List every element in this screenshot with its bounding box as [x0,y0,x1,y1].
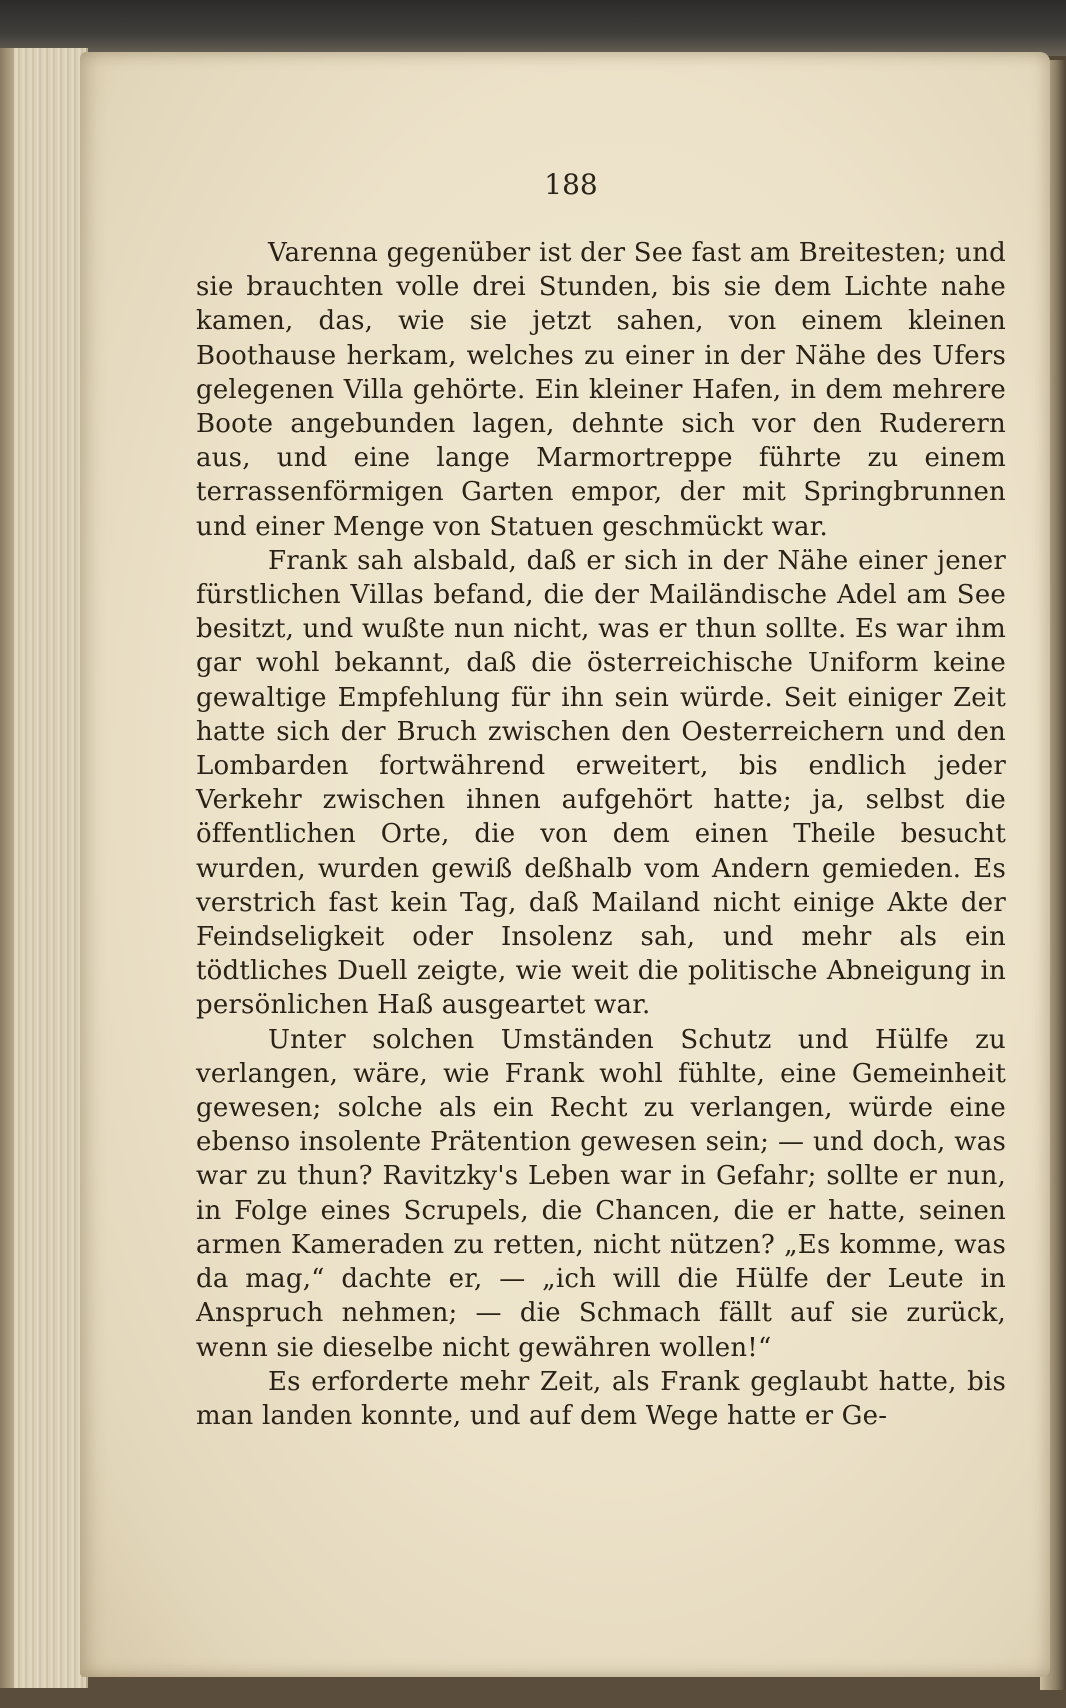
paragraph-4: Es erforderte mehr Zeit, als Frank geglaubt hatte, bis man landen konnte, und auf dem Wege hatte er Ge- [196,1366,1006,1431]
paragraph-1: Varenna gegenüber ist der See fast am Breitesten; und sie brauchten volle drei Stunden, bis sie dem Lichte nahe kamen, das, wie sie jetzt sahen, von einem kleinen Boothause herkam, welches zu einer in der Nähe des Ufers gelegenen Villa gehörte. Ein kleiner Hafen, in dem mehrere Boote angebunden lagen, dehnte sich vor den Ruderern aus, und eine lange Marmortreppe führte zu einem terrassenförmigen Garten empor, der mit Springbrunnen und einer Menge von Statuen geschmückt war. [196,238,1006,542]
body-text [196,236,1006,1433]
paragraph-2: Frank sah alsbald, daß er sich in der Nähe einer jener fürstlichen Villas befand, die der Mailändische Adel am See besitzt, und wußte nun nicht, was er thun sollte. Es war ihm gar wohl bekannt, daß die österreichische Uniform keine gewaltige Empfehlung für ihn sein würde. Seit einiger Zeit hatte sich der Bruch zwischen den Oesterreichern und den Lombarden fortwährend erweitert, bis endlich jeder Verkehr zwischen ihnen aufgehört hatte; ja, selbst die öffentlichen Orte, die von dem einen Theile besucht wurden, wurden gewiß deßhalb vom Andern gemieden. Es verstrich fast kein Tag, daß Mailand nicht einige Akte der Feindseligkeit oder Insolenz sah, und mehr als ein tödtliches Duell zeigte, wie weit die politische Abneigung in persönlichen Haß ausgeartet war. [196,545,1006,1021]
paragraph-3: Unter solchen Umständen Schutz und Hülfe zu verlangen, wäre, wie Frank wohl fühlte, eine Gemeinheit gewesen; solche als ein Recht zu verlangen, würde eine ebenso insolente Prätention gewesen sein; — und doch, was war zu thun? Ravitzky's Leben war in Gefahr; sollte er nun, in Folge eines Scrupels, die Chancen, die er hatte, seinen armen Kameraden zu retten, nicht nützen? „Es komme, was da mag,“ dachte er, — „ich will die Hülfe der Leute in Anspruch nehmen; — die Schmach fällt auf sie zurück, wenn sie dieselbe nicht gewähren wollen!“ [196,1024,1006,1363]
scan-top-border [0,0,1066,56]
book-spine [0,48,14,1688]
page-number: 188 [544,168,598,201]
